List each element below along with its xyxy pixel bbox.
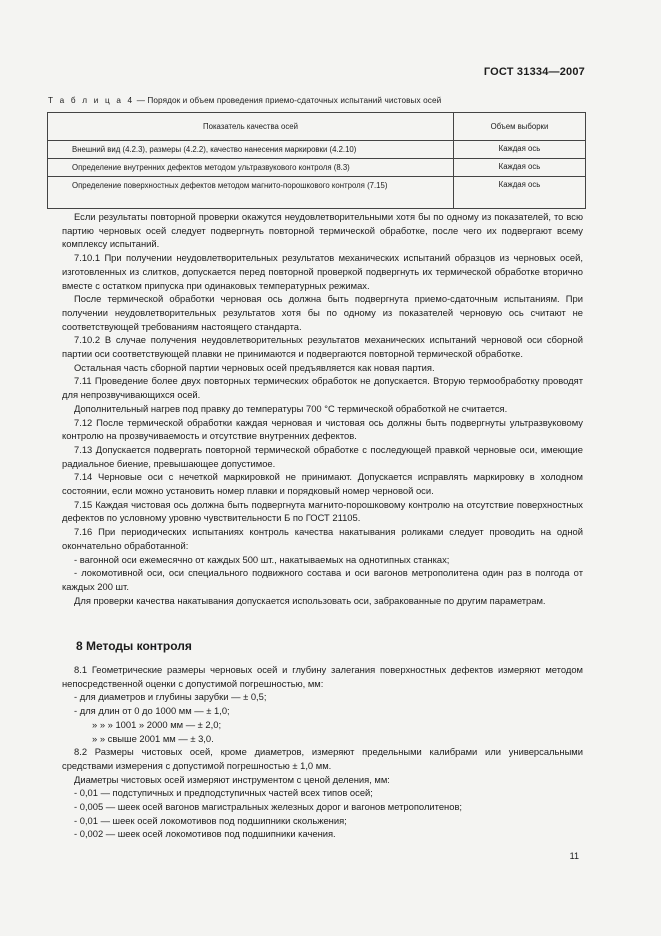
- table-cell-sample: Каждая ось: [454, 141, 586, 159]
- body-text: [62, 210, 583, 607]
- list-item: » » » 1001 » 2000 мм — ± 2,0;: [92, 718, 222, 730]
- section-title: 8 Методы контроля: [76, 639, 192, 653]
- paragraph: После термической обработки черновая ось должна быть подвергнута приемо-сдаточным испытаниям. При получении неудовлетворительных результатов хотя бы по одному из показателей черновую ось считают не соответствующей требованиям настоящего стандарта.: [62, 293, 583, 332]
- paragraph: Диаметры чистовых осей измеряют инструментом с ценой деления, мм:: [74, 773, 390, 785]
- table-caption: [48, 96, 441, 105]
- paragraph: 7.11 Проведение более двух повторных термических обработок не допускается. Вторую термообработку проводят для непрозвучивающихся осей.: [62, 375, 583, 401]
- paragraph: 7.14 Черновые оси с нечеткой маркировкой не принимают. Допускается исправлять маркировку в холодном состоянии, если можно установить номер плавки и порядковый номер черновой оси.: [62, 471, 583, 497]
- list-item: » » свыше 2001 мм — ± 3,0.: [92, 732, 214, 744]
- paragraph: 7.15 Каждая чистовая ось должна быть подвергнута магнито-порошковому контролю на отсутствие поверхностных дефектов по условному уровню чувствительности Б по ГОСТ 21105.: [62, 498, 583, 524]
- table-4: [47, 112, 586, 209]
- list-item: - 0,01 — подступичных и предподступичных частей всех типов осей;: [74, 787, 373, 799]
- table-header-sample: Объем выборки: [454, 113, 586, 141]
- list-item: - локомотивной оси, оси специального подвижного состава и оси вагонов метрополитена один раз в полгода от каждых 200 шт.: [62, 567, 583, 592]
- list-item: - 0,01 — шеек осей локомотивов под подшипники скольжения;: [74, 814, 347, 826]
- table-header-indicator: Показатель качества осей: [48, 113, 454, 141]
- table-cell-indicator: Определение внутренних дефектов методом ультразвукового контроля (8.3): [48, 159, 454, 177]
- table-caption-title: — Порядок и объем проведения приемо-сдаточных испытаний чистовых осей: [134, 96, 442, 105]
- paragraph: Дополнительный нагрев под правку до температуры 700 °С термической обработкой не считается.: [74, 402, 508, 414]
- list-item: - 0,002 — шеек осей локомотивов под подшипники качения.: [74, 828, 336, 840]
- page-number: 11: [569, 851, 579, 861]
- table-row: [48, 159, 586, 177]
- paragraph: 7.10.2 В случае получения неудовлетворительных результатов механических испытаний черновой оси сборной партии оси соответствующей плавки не принимаются и подвергаются повторной термической обработке.: [62, 334, 583, 360]
- table-row: [48, 177, 586, 209]
- paragraph: Для проверки качества накатывания допускается использовать оси, забракованные по другим параметрам.: [74, 594, 546, 606]
- table-cell-indicator: Определение поверхностных дефектов методом магнито-порошкового контроля (7.15): [48, 177, 454, 209]
- paragraph: 8.1 Геометрические размеры черновых осей и глубину залегания поверхностных дефектов измеряют методом непосредственной оценки с допустимой погрешностью, мм:: [62, 664, 583, 689]
- paragraph: Если результаты повторной проверки окажутся неудовлетворительными хотя бы по одному из показателей, то всю партию черновых осей следует подвергнуть повторной термической обработке, после чего их подвергают всему комплексу испытаний.: [62, 211, 583, 250]
- table-caption-prefix: Т а б л и ц а 4: [48, 96, 135, 105]
- paragraph: 7.16 При периодических испытаниях контроль качества накатывания роликами следует проводить на одной окончательно обработанной:: [62, 526, 583, 551]
- list-item: - для длин от 0 до 1000 мм — ± 1,0;: [74, 705, 230, 717]
- paragraph: Остальная часть сборной партии черновых осей предъявляется как новая партия.: [74, 361, 435, 373]
- table-cell-sample: Каждая ось: [454, 159, 586, 177]
- list-item: - для диаметров и глубины зарубки — ± 0,5;: [74, 691, 267, 703]
- paragraph: 7.13 Допускается подвергать повторной термической обработке с последующей правкой черновые оси, имеющие радиальное биение, превышающее допустимое.: [62, 443, 583, 469]
- section-text: [62, 663, 583, 841]
- table-row: [48, 141, 586, 159]
- paragraph: 7.10.1 При получении неудовлетворительных результатов механических испытаний образцов из черновых осей, изготовленных из слитков, допускается перед повторной проверкой подвергнуть их термической обработке вторично вместе с остатком припуска при одинаковых температурных режимах.: [62, 252, 583, 291]
- list-item: - 0,005 — шеек осей вагонов магистральных железных дорог и вагонов метрополитенов;: [74, 801, 463, 813]
- paragraph: 7.12 После термической обработки каждая черновая и чистовая ось должны быть подвергнуты ультразвуковому контролю на прозвучиваемость и отсутствие внутренних дефектов.: [62, 416, 583, 442]
- paragraph: 8.2 Размеры чистовых осей, кроме диаметров, измеряют предельными калибрами или универсальными средствами измерения с допустимой погрешностью ± 1,0 мм.: [62, 746, 583, 771]
- list-item: - вагонной оси ежемесячно от каждых 500 шт., накатываемых на однотипных станках;: [74, 553, 450, 565]
- table-cell-indicator: Внешний вид (4.2.3), размеры (4.2.2), качество нанесения маркировки (4.2.10): [48, 141, 454, 159]
- document-code: ГОСТ 31334—2007: [483, 66, 585, 78]
- table-cell-sample: Каждая ось: [454, 177, 586, 209]
